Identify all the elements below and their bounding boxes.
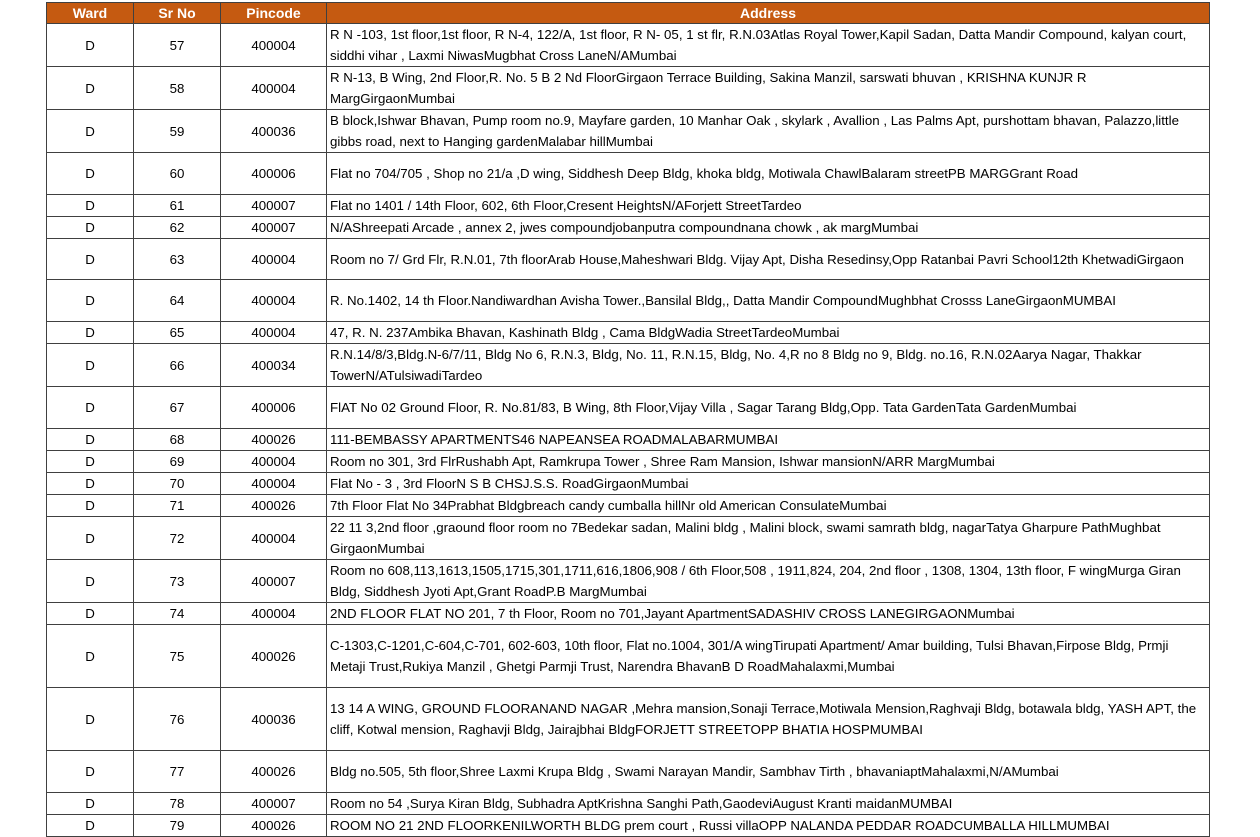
header-address: Address — [327, 3, 1210, 24]
cell-ward: D — [47, 751, 134, 793]
cell-pincode: 400007 — [221, 195, 327, 217]
cell-sr-no: 73 — [134, 560, 221, 603]
cell-address: 7th Floor Flat No 34Prabhat Bldgbreach candy cumballa hillNr old American ConsulateMumbai — [327, 495, 1210, 517]
cell-pincode: 400034 — [221, 344, 327, 387]
cell-pincode: 400026 — [221, 429, 327, 451]
cell-ward: D — [47, 517, 134, 560]
cell-pincode: 400007 — [221, 793, 327, 815]
cell-sr-no: 57 — [134, 24, 221, 67]
cell-ward: D — [47, 344, 134, 387]
table-row — [47, 322, 1210, 344]
table-row — [47, 217, 1210, 239]
cell-sr-no: 71 — [134, 495, 221, 517]
cell-sr-no: 70 — [134, 473, 221, 495]
cell-address: C-1303,C-1201,C-604,C-701, 602-603, 10th floor, Flat no.1004, 301/A wingTirupati Apartment/ Amar building, Tulsi Bhavan,Firpose Bldg, Prmji Metaji Trust,Rukiya Manzil , Ghetgi Parmji Trust, Narendra BhavanB D RoadMahalaxmi,Mumbai — [327, 625, 1210, 688]
cell-ward: D — [47, 688, 134, 751]
cell-ward: D — [47, 195, 134, 217]
cell-sr-no: 76 — [134, 688, 221, 751]
cell-address: Flat no 704/705 , Shop no 21/a ,D wing, Siddhesh Deep Bldg, khoka bldg, Motiwala ChawlBalaram streetPB MARGGrant Road — [327, 153, 1210, 195]
cell-pincode: 400026 — [221, 751, 327, 793]
cell-ward: D — [47, 280, 134, 322]
cell-pincode: 400036 — [221, 688, 327, 751]
cell-sr-no: 58 — [134, 67, 221, 110]
header-ward: Ward — [47, 3, 134, 24]
cell-pincode: 400006 — [221, 153, 327, 195]
cell-sr-no: 66 — [134, 344, 221, 387]
cell-pincode: 400004 — [221, 280, 327, 322]
cell-ward: D — [47, 387, 134, 429]
cell-address: Room no 608,113,1613,1505,1715,301,1711,616,1806,908 / 6th Floor,508 , 1911,824, 204, 2nd floor , 1308, 1304, 13th floor, F wingMurga Giran Bldg, Siddhesh Jyoti Apt,Grant RoadP.B MargMumbai — [327, 560, 1210, 603]
cell-address: 2ND FLOOR FLAT NO 201, 7 th Floor, Room no 701,Jayant ApartmentSADASHIV CROSS LANEGIRGAONMumbai — [327, 603, 1210, 625]
cell-ward: D — [47, 815, 134, 837]
cell-ward: D — [47, 603, 134, 625]
cell-sr-no: 63 — [134, 239, 221, 280]
table-row — [47, 517, 1210, 560]
cell-address: R N-13, B Wing, 2nd Floor,R. No. 5 B 2 Nd FloorGirgaon Terrace Building, Sakina Manzil, sarswati bhuvan , KRISHNA KUNJR R MargGirgaonMumbai — [327, 67, 1210, 110]
cell-pincode: 400004 — [221, 451, 327, 473]
cell-address: N/AShreepati Arcade , annex 2, jwes compoundjobanputra compoundnana chowk , ak margMumbai — [327, 217, 1210, 239]
table-row — [47, 815, 1210, 837]
cell-pincode: 400026 — [221, 625, 327, 688]
cell-address: 111-BEMBASSY APARTMENTS46 NAPEANSEA ROADMALABARMUMBAI — [327, 429, 1210, 451]
cell-address: 22 11 3,2nd floor ,graound floor room no 7Bedekar sadan, Malini bldg , Malini block, swami samrath bldg, nagarTatya Gharpure PathMughbat GirgaonMumbai — [327, 517, 1210, 560]
table-row — [47, 239, 1210, 280]
cell-ward: D — [47, 560, 134, 603]
cell-address: ROOM NO 21 2ND FLOORKENILWORTH BLDG prem court , Russi villaOPP NALANDA PEDDAR ROADCUMBALLA HILLMUMBAI — [327, 815, 1210, 837]
cell-ward: D — [47, 625, 134, 688]
cell-pincode: 400004 — [221, 473, 327, 495]
cell-ward: D — [47, 473, 134, 495]
cell-address: B block,Ishwar Bhavan, Pump room no.9, Mayfare garden, 10 Manhar Oak , skylark , Avallion , Las Palms Apt, purshottam bhavan, Palazzo,little gibbs road, next to Hanging gardenMalabar hillMumbai — [327, 110, 1210, 153]
table-row — [47, 451, 1210, 473]
table-row — [47, 793, 1210, 815]
cell-sr-no: 60 — [134, 153, 221, 195]
table-row — [47, 625, 1210, 688]
table-row — [47, 560, 1210, 603]
cell-pincode: 400007 — [221, 560, 327, 603]
cell-ward: D — [47, 495, 134, 517]
cell-ward: D — [47, 451, 134, 473]
header-row — [47, 3, 1210, 24]
cell-sr-no: 69 — [134, 451, 221, 473]
cell-address: R N -103, 1st floor,1st floor, R N-4, 122/A, 1st floor, R N- 05, 1 st flr, R.N.03Atlas Royal Tower,Kapil Sadan, Datta Mandir Compound, kalyan court, siddhi vihar , Laxmi NiwasMugbhat Cross LaneN/AMumbai — [327, 24, 1210, 67]
cell-sr-no: 79 — [134, 815, 221, 837]
cell-sr-no: 62 — [134, 217, 221, 239]
cell-address: 47, R. N. 237Ambika Bhavan, Kashinath Bldg , Cama BldgWadia StreetTardeoMumbai — [327, 322, 1210, 344]
table-row — [47, 387, 1210, 429]
cell-sr-no: 61 — [134, 195, 221, 217]
cell-pincode: 400004 — [221, 322, 327, 344]
cell-sr-no: 68 — [134, 429, 221, 451]
cell-address: FlAT No 02 Ground Floor, R. No.81/83, B Wing, 8th Floor,Vijay Villa , Sagar Tarang Bldg,Opp. Tata GardenTata GardenMumbai — [327, 387, 1210, 429]
cell-ward: D — [47, 322, 134, 344]
cell-ward: D — [47, 217, 134, 239]
ward-address-table — [46, 2, 1210, 837]
cell-pincode: 400004 — [221, 239, 327, 280]
cell-address: Flat No - 3 , 3rd FloorN S B CHSJ.S.S. RoadGirgaonMumbai — [327, 473, 1210, 495]
table-row — [47, 429, 1210, 451]
cell-address: 13 14 A WING, GROUND FLOORANAND NAGAR ,Mehra mansion,Sonaji Terrace,Motiwala Mension,Raghvaji Bldg, botawala bldg, YASH APT, the cliff, Kotwal mension, Raghavji Bldg, Jairajbhai BldgFORJETT STREETOPP BHATIA HOSPMUMBAI — [327, 688, 1210, 751]
cell-pincode: 400026 — [221, 495, 327, 517]
cell-pincode: 400004 — [221, 24, 327, 67]
cell-address: Room no 301, 3rd FlrRushabh Apt, Ramkrupa Tower , Shree Ram Mansion, Ishwar mansionN/ARR MargMumbai — [327, 451, 1210, 473]
cell-pincode: 400036 — [221, 110, 327, 153]
cell-ward: D — [47, 110, 134, 153]
table-row — [47, 751, 1210, 793]
cell-address: Bldg no.505, 5th floor,Shree Laxmi Krupa Bldg , Swami Narayan Mandir, Sambhav Tirth , bhavaniaptMahalaxmi,N/AMumbai — [327, 751, 1210, 793]
cell-pincode: 400026 — [221, 815, 327, 837]
table-row — [47, 280, 1210, 322]
cell-pincode: 400006 — [221, 387, 327, 429]
cell-pincode: 400004 — [221, 517, 327, 560]
cell-sr-no: 67 — [134, 387, 221, 429]
table-row — [47, 495, 1210, 517]
cell-pincode: 400004 — [221, 603, 327, 625]
cell-ward: D — [47, 153, 134, 195]
table-row — [47, 67, 1210, 110]
header-pincode: Pincode — [221, 3, 327, 24]
cell-address: R. No.1402, 14 th Floor.Nandiwardhan Avisha Tower.,Bansilal Bldg,, Datta Mandir CompoundMughbhat Crosss LaneGirgaonMUMBAI — [327, 280, 1210, 322]
table-row — [47, 110, 1210, 153]
cell-address: Room no 54 ,Surya Kiran Bldg, Subhadra AptKrishna Sanghi Path,GaodeviAugust Kranti maidanMUMBAI — [327, 793, 1210, 815]
cell-sr-no: 65 — [134, 322, 221, 344]
cell-sr-no: 59 — [134, 110, 221, 153]
table-row — [47, 153, 1210, 195]
table-row — [47, 344, 1210, 387]
table-row — [47, 195, 1210, 217]
cell-sr-no: 72 — [134, 517, 221, 560]
table-row — [47, 603, 1210, 625]
cell-ward: D — [47, 793, 134, 815]
cell-sr-no: 77 — [134, 751, 221, 793]
table-row — [47, 473, 1210, 495]
cell-sr-no: 74 — [134, 603, 221, 625]
table-row — [47, 24, 1210, 67]
header-sr-no: Sr No — [134, 3, 221, 24]
table-row — [47, 688, 1210, 751]
cell-ward: D — [47, 429, 134, 451]
cell-pincode: 400007 — [221, 217, 327, 239]
cell-address: Room no 7/ Grd Flr, R.N.01, 7th floorArab House,Maheshwari Bldg. Vijay Apt, Disha Resedinsy,Opp Ratanbai Pavri School12th KhetwadiGirgaon — [327, 239, 1210, 280]
cell-ward: D — [47, 67, 134, 110]
cell-sr-no: 78 — [134, 793, 221, 815]
cell-ward: D — [47, 24, 134, 67]
cell-sr-no: 64 — [134, 280, 221, 322]
cell-address: Flat no 1401 / 14th Floor, 602, 6th Floor,Cresent HeightsN/AForjett StreetTardeo — [327, 195, 1210, 217]
cell-ward: D — [47, 239, 134, 280]
cell-sr-no: 75 — [134, 625, 221, 688]
cell-pincode: 400004 — [221, 67, 327, 110]
cell-address: R.N.14/8/3,Bldg.N-6/7/11, Bldg No 6, R.N.3, Bldg, No. 11, R.N.15, Bldg, No. 4,R no 8 Bldg no 9, Bldg. no.16, R.N.02Aarya Nagar, Thakkar TowerN/ATulsiwadiTardeo — [327, 344, 1210, 387]
